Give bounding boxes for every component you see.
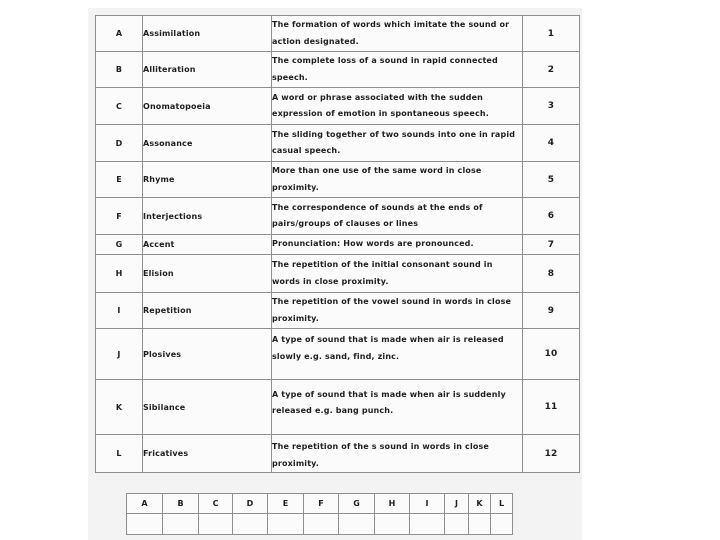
definition-number: 3	[523, 88, 580, 125]
table-row	[96, 88, 580, 125]
row-letter: C	[96, 88, 143, 125]
answer-grid-header	[127, 494, 513, 514]
term-cell: Repetition	[143, 293, 272, 329]
row-letter: I	[96, 293, 143, 329]
table-row	[96, 198, 580, 235]
definition-cell: The sliding together of two sounds into one in rapid casual speech.	[272, 125, 523, 162]
answer-cell[interactable]	[445, 514, 469, 535]
answer-letter: F	[304, 494, 339, 514]
definition-cell: The complete loss of a sound in rapid connected speech.	[272, 52, 523, 88]
definition-number: 12	[523, 435, 580, 473]
answer-letter: C	[199, 494, 233, 514]
definition-number: 7	[523, 235, 580, 255]
definition-number: 9	[523, 293, 580, 329]
table-row	[96, 235, 580, 255]
row-letter: E	[96, 162, 143, 198]
term-cell: Onomatopoeia	[143, 88, 272, 125]
answer-letter: H	[375, 494, 410, 514]
table-row	[96, 293, 580, 329]
answer-letter: A	[127, 494, 163, 514]
answer-letter: D	[233, 494, 268, 514]
answer-cell[interactable]	[304, 514, 339, 535]
answer-cell[interactable]	[268, 514, 304, 535]
definition-cell: Pronunciation: How words are pronounced.	[272, 235, 523, 255]
table-row	[96, 435, 580, 473]
term-cell: Elision	[143, 255, 272, 293]
table-row	[96, 329, 580, 380]
definition-number: 6	[523, 198, 580, 235]
term-cell: Plosives	[143, 329, 272, 380]
matching-table	[95, 15, 580, 473]
term-cell: Interjections	[143, 198, 272, 235]
answer-cell[interactable]	[375, 514, 410, 535]
term-cell: Rhyme	[143, 162, 272, 198]
row-letter: G	[96, 235, 143, 255]
answer-cell[interactable]	[339, 514, 375, 535]
answer-grid	[126, 493, 513, 535]
term-cell: Fricatives	[143, 435, 272, 473]
table-row	[96, 125, 580, 162]
definition-number: 4	[523, 125, 580, 162]
definition-cell: A type of sound that is made when air is released slowly e.g. sand, find, zinc.	[272, 329, 523, 380]
answer-letter: L	[491, 494, 513, 514]
answer-cell[interactable]	[491, 514, 513, 535]
answer-cell[interactable]	[127, 514, 163, 535]
answer-cell[interactable]	[469, 514, 491, 535]
definition-number: 11	[523, 380, 580, 435]
definition-number: 10	[523, 329, 580, 380]
definition-cell: More than one use of the same word in close proximity.	[272, 162, 523, 198]
answer-cell[interactable]	[233, 514, 268, 535]
definition-cell: The repetition of the s sound in words in close proximity.	[272, 435, 523, 473]
row-letter: J	[96, 329, 143, 380]
term-cell: Assimilation	[143, 16, 272, 52]
answer-cell[interactable]	[163, 514, 199, 535]
definition-cell: The repetition of the vowel sound in words in close proximity.	[272, 293, 523, 329]
table-row	[96, 380, 580, 435]
term-cell: Accent	[143, 235, 272, 255]
definition-cell: The formation of words which imitate the sound or action designated.	[272, 16, 523, 52]
term-cell: Sibilance	[143, 380, 272, 435]
definition-number: 2	[523, 52, 580, 88]
row-letter: B	[96, 52, 143, 88]
answer-grid-blank-row	[127, 514, 513, 535]
row-letter: K	[96, 380, 143, 435]
row-letter: D	[96, 125, 143, 162]
row-letter: A	[96, 16, 143, 52]
definition-number: 1	[523, 16, 580, 52]
definition-cell: The repetition of the initial consonant sound in words in close proximity.	[272, 255, 523, 293]
definition-number: 8	[523, 255, 580, 293]
term-cell: Assonance	[143, 125, 272, 162]
term-cell: Alliteration	[143, 52, 272, 88]
answer-cell[interactable]	[410, 514, 445, 535]
answer-letter: G	[339, 494, 375, 514]
table-row	[96, 52, 580, 88]
table-row	[96, 16, 580, 52]
definition-cell: The correspondence of sounds at the ends of pairs/groups of clauses or lines	[272, 198, 523, 235]
definition-number: 5	[523, 162, 580, 198]
answer-letter: B	[163, 494, 199, 514]
table-row	[96, 255, 580, 293]
definition-cell: A type of sound that is made when air is suddenly released e.g. bang punch.	[272, 380, 523, 435]
answer-letter: E	[268, 494, 304, 514]
table-row	[96, 162, 580, 198]
answer-letter: I	[410, 494, 445, 514]
definition-cell: A word or phrase associated with the sudden expression of emotion in spontaneous speech.	[272, 88, 523, 125]
answer-letter: K	[469, 494, 491, 514]
answer-letter: J	[445, 494, 469, 514]
row-letter: L	[96, 435, 143, 473]
answer-cell[interactable]	[199, 514, 233, 535]
row-letter: H	[96, 255, 143, 293]
row-letter: F	[96, 198, 143, 235]
